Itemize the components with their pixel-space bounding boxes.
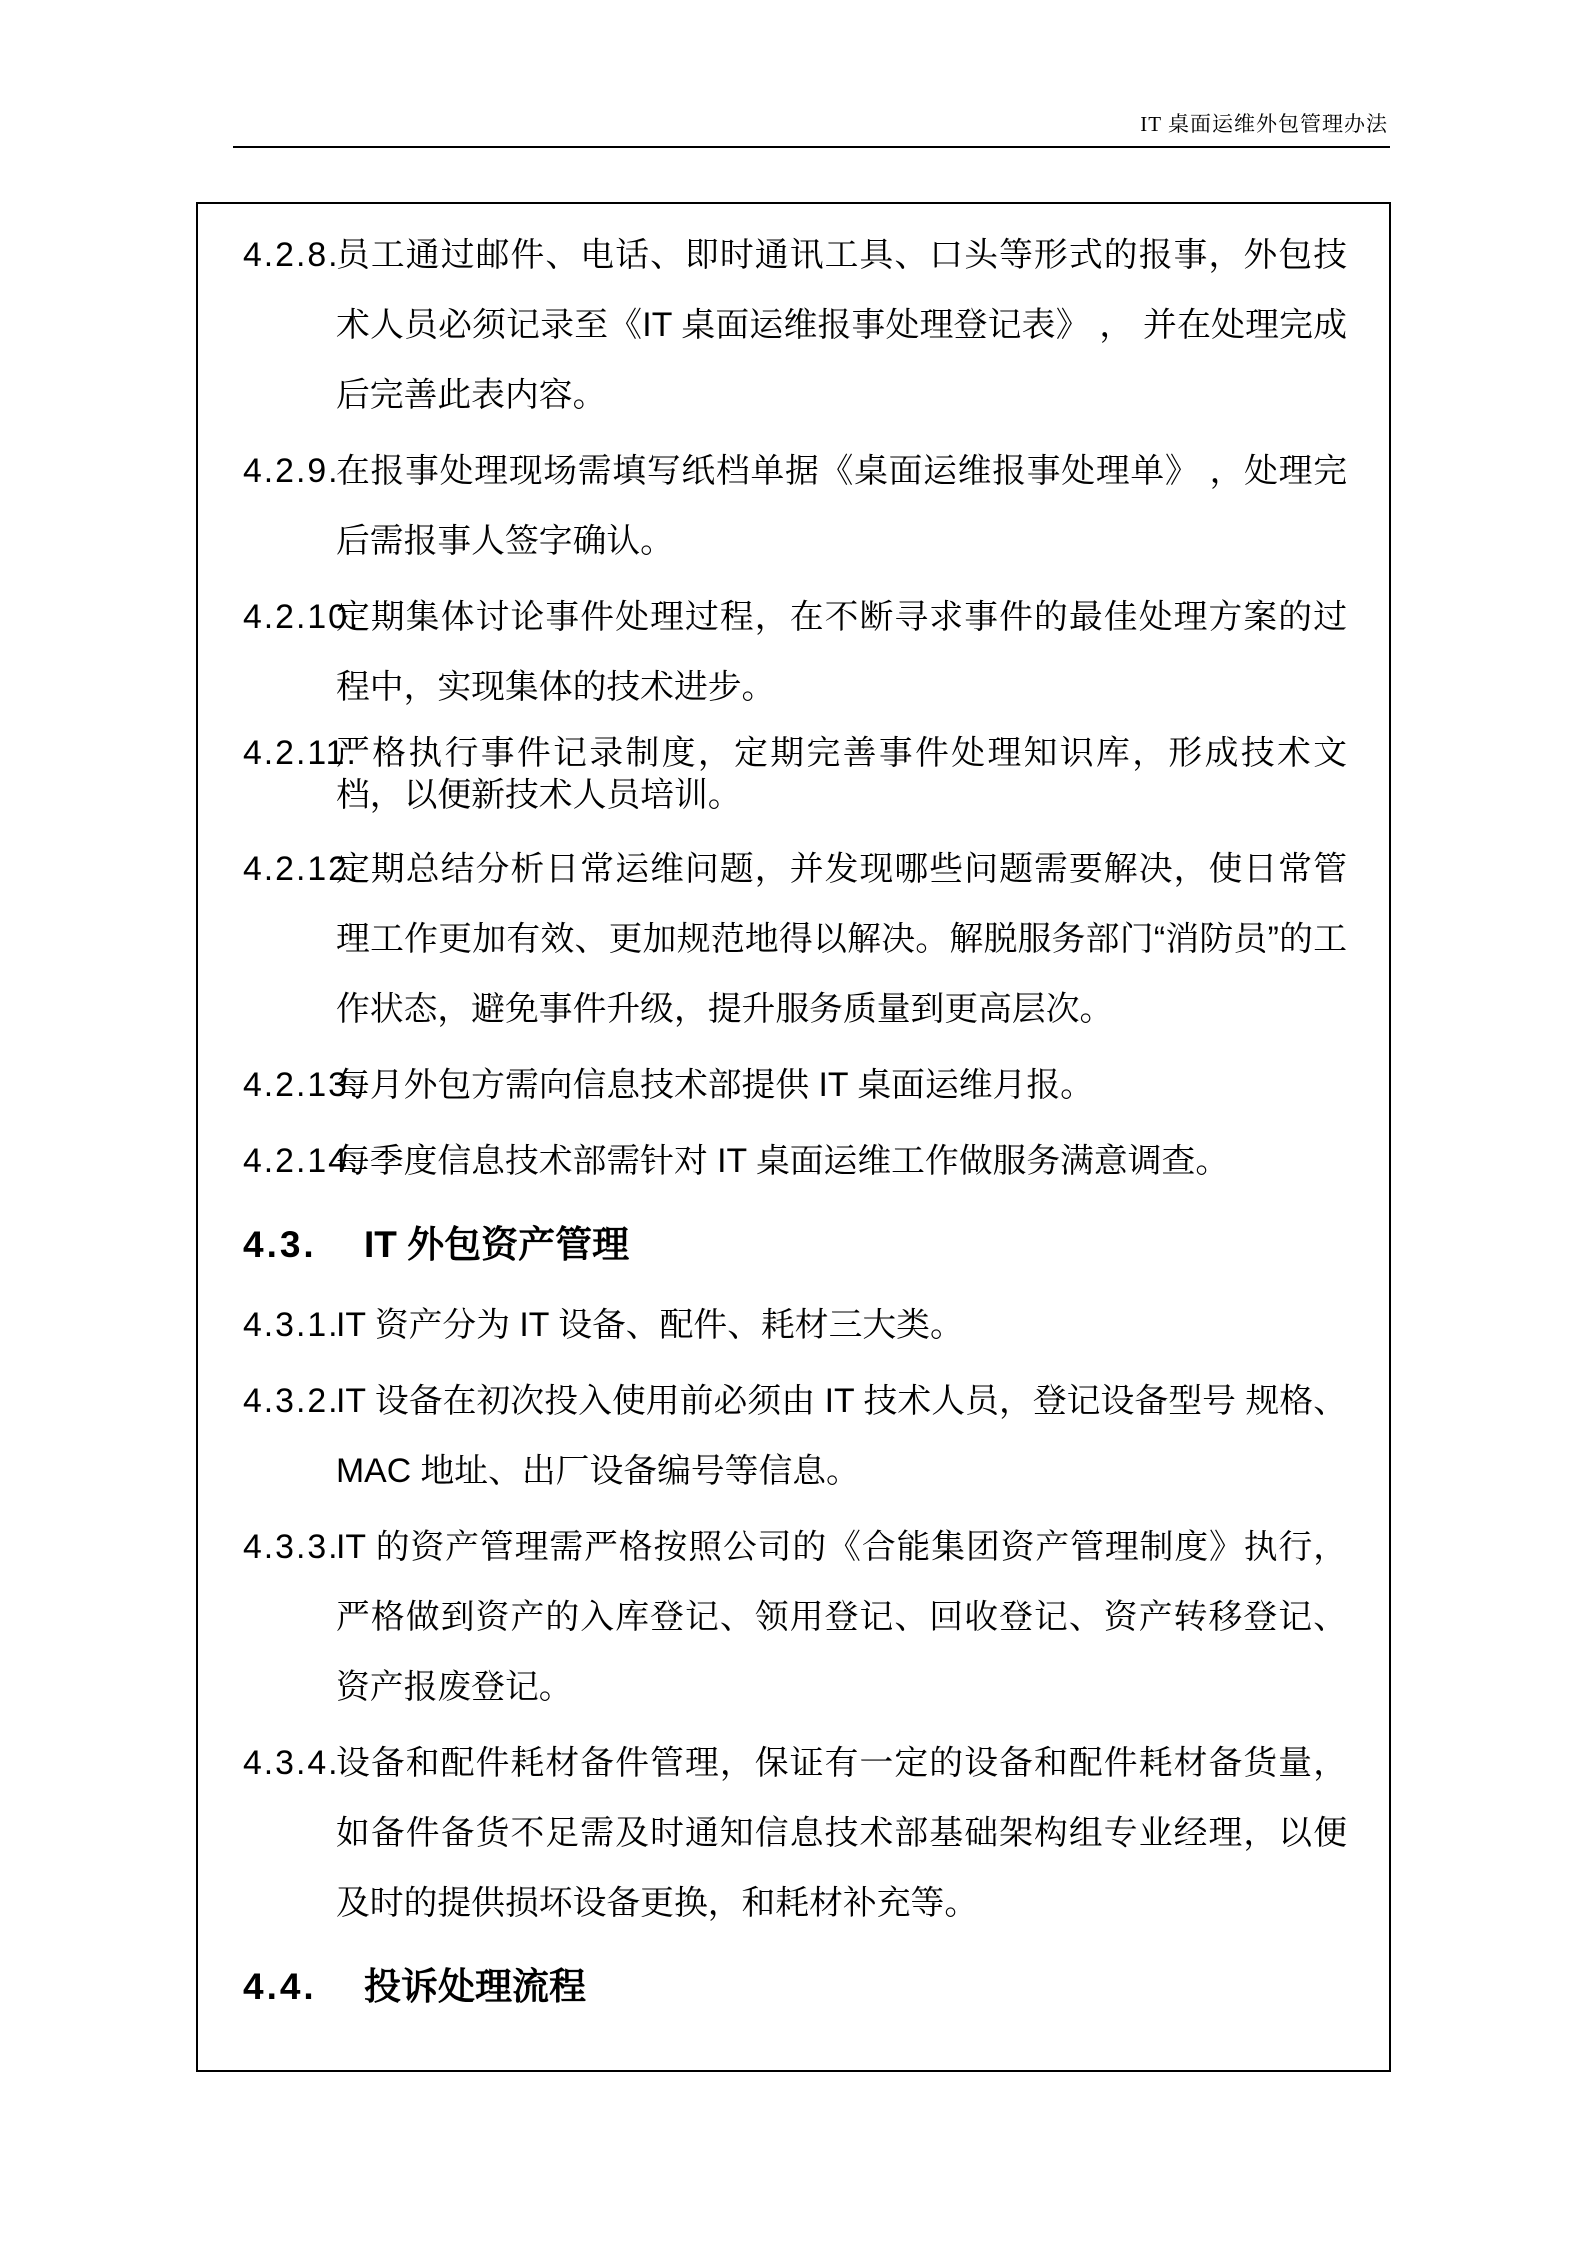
item-number: 4.2.10. (243, 598, 361, 636)
list-item (198, 1126, 1389, 1196)
item-number: 4.3.4. (243, 1744, 340, 1782)
item-number: 4.3.1. (243, 1306, 340, 1344)
item-number: 4.2.14. (243, 1142, 361, 1180)
item-number: 4.2.8. (243, 236, 340, 274)
list-item (198, 1728, 1389, 1938)
list-item (198, 1290, 1389, 1360)
item-number: 4.4. (243, 1966, 317, 2007)
item-text: 定期总结分析日常运维问题，并发现哪些问题需要解决，使日常管理工作更加有效、更加规范地得以解决。解脱服务部门“消防员”的工作状态，避免事件升级，提升服务质量到更高层次。 (336, 850, 1347, 1028)
item-text: IT 资产分为 IT 设备、配件、耗材三大类。 (336, 1306, 964, 1344)
list-item (198, 834, 1389, 1044)
document-body (198, 220, 1389, 2022)
section-heading (198, 1210, 1389, 1280)
item-number: 4.2.13. (243, 1066, 361, 1104)
content-box (196, 202, 1391, 2072)
item-number: 4.3.2. (243, 1382, 340, 1420)
item-text: 定期集体讨论事件处理过程，在不断寻求事件的最佳处理方案的过程中，实现集体的技术进步。 (336, 598, 1347, 706)
list-item (198, 1050, 1389, 1120)
item-text: 每季度信息技术部需针对 IT 桌面运维工作做服务满意调查。 (336, 1142, 1230, 1180)
list-item (198, 1512, 1389, 1722)
item-number: 4.2.11. (243, 734, 358, 772)
list-item (198, 1366, 1389, 1506)
item-text: 严格执行事件记录制度，定期完善事件处理知识库，形成技术文档，以便新技术人员培训。 (336, 734, 1347, 814)
item-text: IT 设备在初次投入使用前必须由 IT 技术人员，登记设备型号 规格、MAC 地址、出厂设备编号等信息。 (336, 1382, 1347, 1490)
header-rule (233, 146, 1390, 148)
item-text: 投诉处理流程 (364, 1966, 586, 2007)
item-number: 4.3. (243, 1224, 317, 1265)
item-text: IT 的资产管理需严格按照公司的《合能集团资产管理制度》执行，严格做到资产的入库登记、领用登记、回收登记、资产转移登记、资产报废登记。 (336, 1528, 1347, 1706)
item-text: IT 外包资产管理 (364, 1224, 630, 1265)
item-text: 每月外包方需向信息技术部提供 IT 桌面运维月报。 (336, 1066, 1094, 1104)
item-text: 员工通过邮件、电话、即时通讯工具、口头等形式的报事，外包技术人员必须记录至《IT 桌面运维报事处理登记表》 ， 并在处理完成后完善此表内容。 (336, 236, 1347, 414)
header-title: IT 桌面运维外包管理办法 (1140, 112, 1388, 136)
item-text: 在报事处理现场需填写纸档单据《桌面运维报事处理单》 ，处理完后需报事人签字确认。 (336, 452, 1347, 560)
list-item (198, 582, 1389, 722)
item-number: 4.3.3. (243, 1528, 340, 1566)
item-number: 4.2.9. (243, 452, 340, 490)
item-number: 4.2.12. (243, 850, 361, 888)
item-text: 设备和配件耗材备件管理，保证有一定的设备和配件耗材备货量，如备件备货不足需及时通知信息技术部基础架构组专业经理，以便及时的提供损坏设备更换，和耗材补充等。 (336, 1744, 1347, 1922)
list-item (198, 732, 1389, 816)
list-item (198, 436, 1389, 576)
list-item (198, 220, 1389, 430)
section-heading (198, 1952, 1389, 2022)
